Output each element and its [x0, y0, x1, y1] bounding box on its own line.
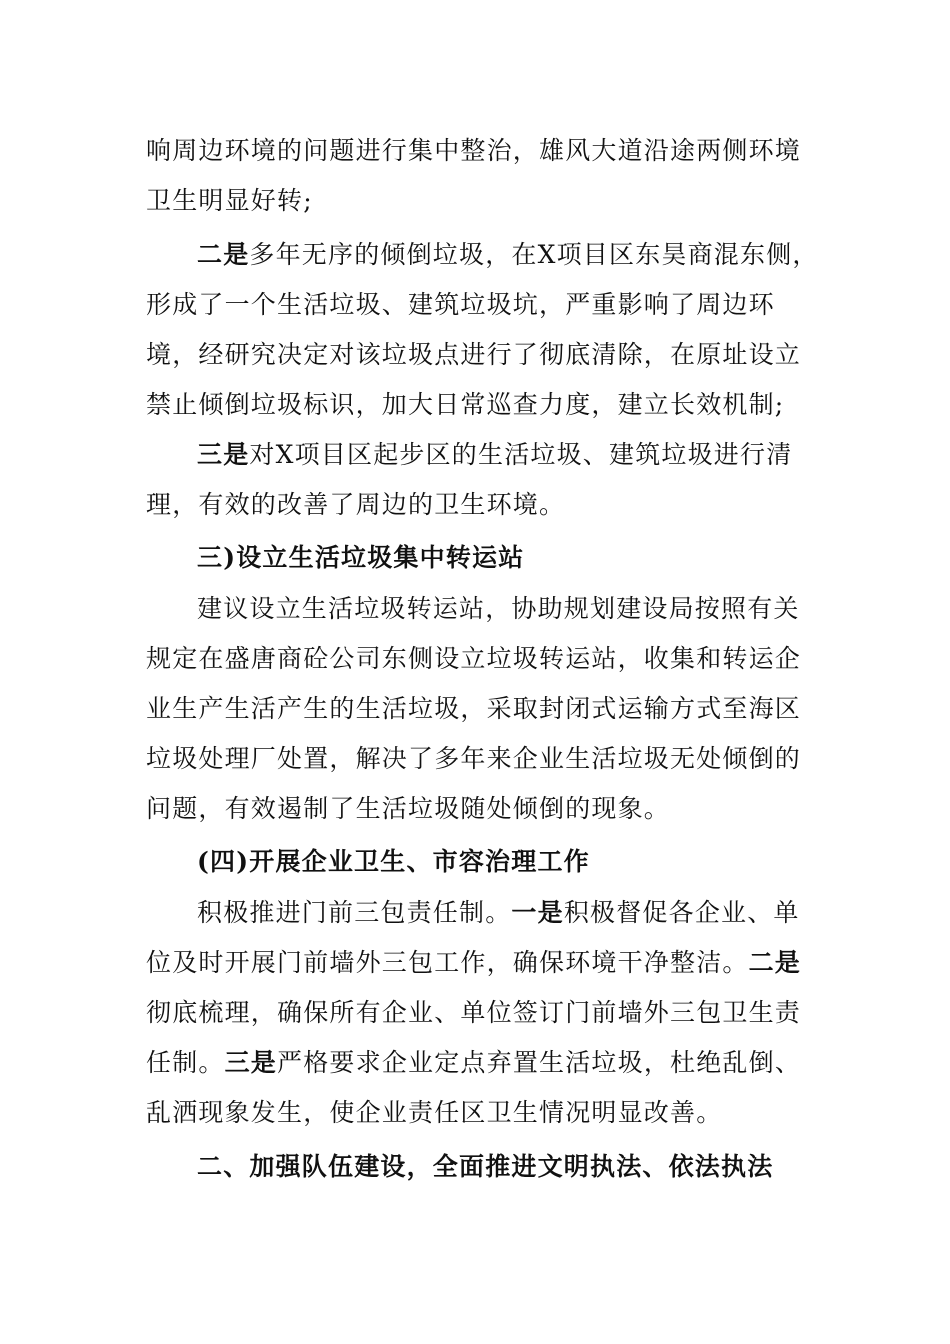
- body-text: 积极督促各企业、单: [563, 898, 800, 927]
- body-text-line: [197, 440, 792, 470]
- body-text-line: 彻底梳理，确保所有企业、单位签订门前墙外三包卫生责: [146, 998, 802, 1027]
- body-text-line: [146, 1048, 801, 1078]
- body-text-line: 乱洒现象发生，使企业责任区卫生情况明显改善。: [146, 1098, 723, 1127]
- body-text: 多年无序的倾倒垃圾，在X项目区东昊商混东侧，: [249, 240, 819, 269]
- body-text-line: [197, 240, 819, 270]
- body-text-line: 境，经研究决定对该垃圾点进行了彻底清除，在原址设立: [146, 340, 802, 369]
- body-text-line: 垃圾处理厂处置，解决了多年来企业生活垃圾无处倾倒的: [146, 744, 802, 773]
- body-text: 严格要求企业定点弃置生活垃圾，杜绝乱倒、: [277, 1048, 802, 1077]
- body-text-line: 响周边环境的问题进行集中整治，雄风大道沿途两侧环境: [146, 136, 802, 165]
- section-heading: 二、加强队伍建设，全面推进文明执法、依法执法: [197, 1152, 774, 1181]
- body-text-line: 规定在盛唐商砼公司东侧设立垃圾转运站，收集和转运企: [146, 644, 802, 673]
- body-text-line: 业生产生活产生的生活垃圾，采取封闭式运输方式至海区: [146, 694, 802, 723]
- body-text: 位及时开展门前墙外三包工作，确保环境干净整洁。: [146, 948, 749, 977]
- section-heading: 三)设立生活垃圾集中转运站: [197, 543, 525, 572]
- section-heading: (四)开展企业卫生、市容治理工作: [197, 847, 590, 876]
- body-text-line: 卫生明显好转;: [146, 186, 313, 215]
- emphasis-lead: 三是: [224, 1048, 278, 1077]
- emphasis-lead: 三是: [197, 440, 250, 469]
- emphasis-lead: 一是: [511, 898, 564, 927]
- body-text-line: [197, 898, 800, 928]
- body-text-line: [146, 948, 801, 978]
- emphasis-lead: 二是: [197, 240, 250, 269]
- body-text-line: 形成了一个生活垃圾、建筑垃圾坑，严重影响了周边环: [146, 290, 775, 319]
- emphasis-lead: 二是: [748, 948, 802, 977]
- body-text-line: 问题，有效遏制了生活垃圾随处倾倒的现象。: [146, 794, 671, 823]
- body-text: 任制。: [146, 1048, 225, 1077]
- body-text: 对X项目区起步区的生活垃圾、建筑垃圾进行清: [249, 440, 793, 469]
- body-text-line: 禁止倾倒垃圾标识，加大日常巡查力度，建立长效机制;: [146, 390, 785, 419]
- body-text: 积极推进门前三包责任制。: [197, 898, 512, 927]
- body-text-line: 理，有效的改善了周边的卫生环境。: [146, 490, 566, 519]
- body-text-line: 建议设立生活垃圾转运站，协助规划建设局按照有关: [197, 594, 800, 623]
